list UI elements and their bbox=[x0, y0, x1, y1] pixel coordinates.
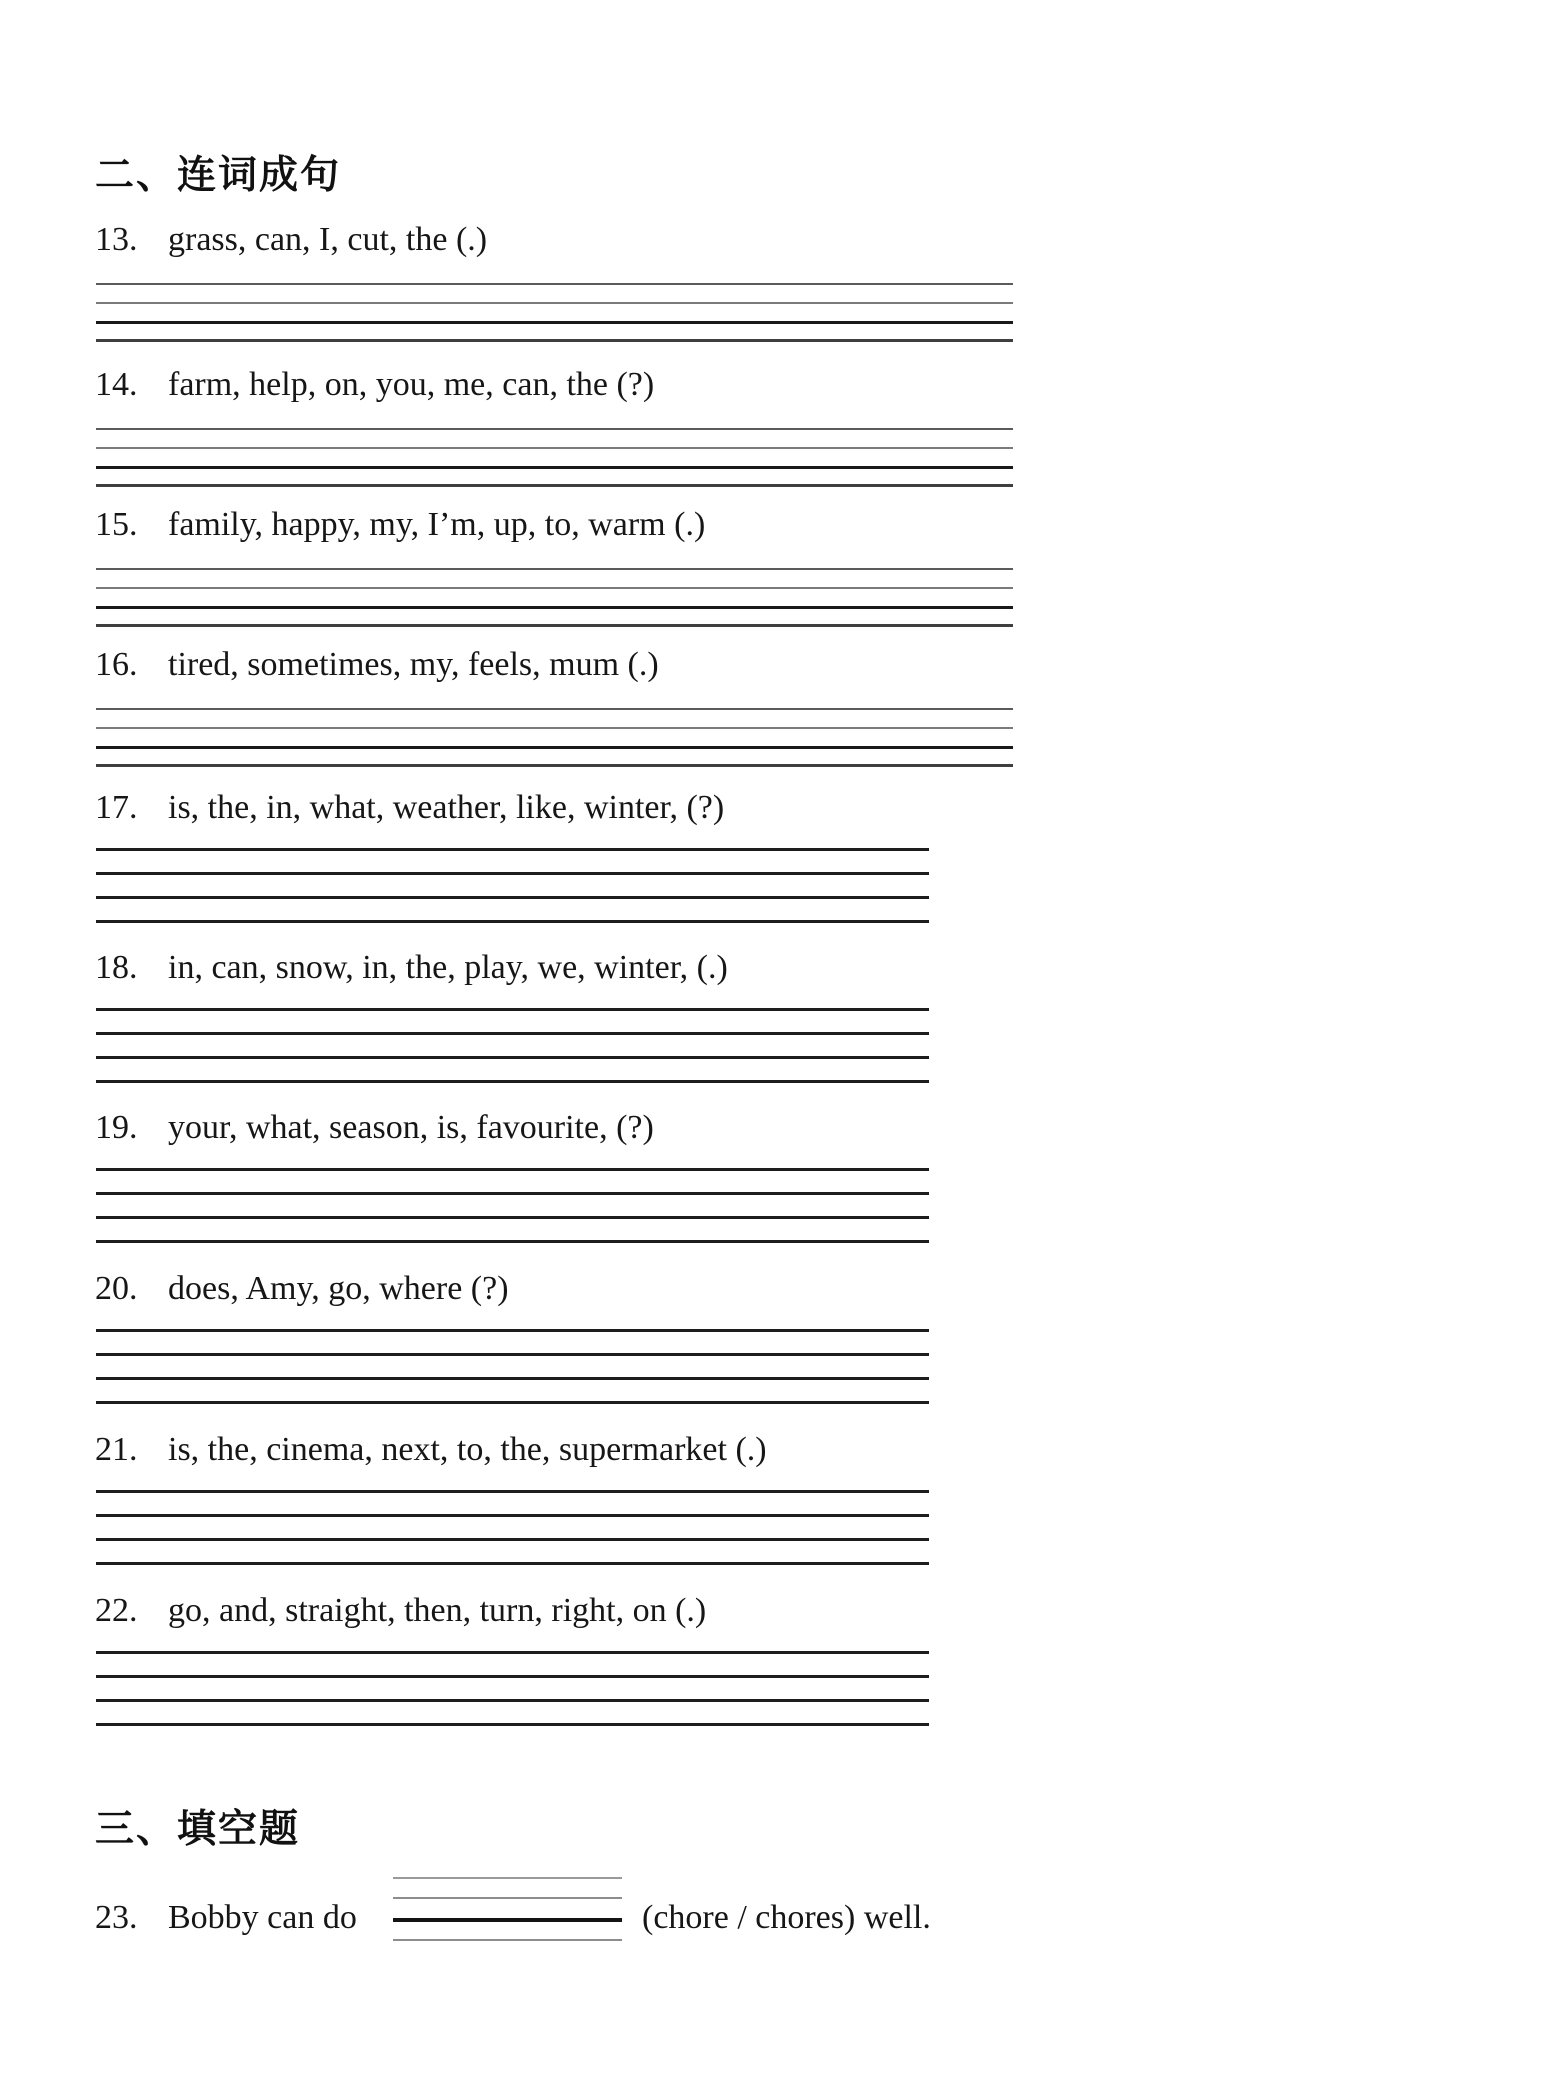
question-number: 21. bbox=[95, 1431, 138, 1468]
answer-rule bbox=[96, 466, 1013, 469]
answer-rule bbox=[96, 1216, 929, 1219]
question-number: 14. bbox=[95, 366, 138, 403]
answer-lines bbox=[96, 1008, 929, 1083]
answer-rule bbox=[96, 1032, 929, 1035]
question-16 bbox=[95, 643, 1560, 687]
answer-rule bbox=[96, 568, 1013, 570]
question-21 bbox=[95, 1428, 1560, 1472]
question-14 bbox=[95, 363, 1560, 407]
blank-rule bbox=[393, 1897, 622, 1899]
question-text: is, the, cinema, next, to, the, supermarket (.) bbox=[168, 1431, 767, 1468]
answer-rule bbox=[96, 1056, 929, 1059]
answer-rule bbox=[96, 1168, 929, 1171]
section-3-title: 三、填空题 bbox=[95, 1808, 301, 1851]
answer-lines bbox=[96, 1490, 929, 1565]
question-text: in, can, snow, in, the, play, we, winter, (.) bbox=[168, 949, 728, 986]
question-number: 20. bbox=[95, 1270, 138, 1307]
section-2-title: 二、连词成句 bbox=[95, 154, 342, 197]
answer-rule bbox=[96, 283, 1013, 285]
answer-rule bbox=[96, 1240, 929, 1243]
answer-rule bbox=[96, 920, 929, 923]
answer-rule bbox=[96, 447, 1013, 449]
question-number: 22. bbox=[95, 1592, 138, 1629]
question-20 bbox=[95, 1267, 1560, 1311]
answer-rule bbox=[96, 1651, 929, 1654]
answer-rule bbox=[96, 708, 1013, 710]
question-text: farm, help, on, you, me, can, the (?) bbox=[168, 366, 655, 403]
question-number: 15. bbox=[95, 506, 138, 543]
question-text: family, happy, my, I’m, up, to, warm (.) bbox=[168, 506, 706, 543]
answer-rule bbox=[96, 587, 1013, 589]
question-text: does, Amy, go, where (?) bbox=[168, 1270, 509, 1307]
answer-rule bbox=[96, 1377, 929, 1380]
answer-rule bbox=[96, 1008, 929, 1011]
answer-rule bbox=[96, 1401, 929, 1404]
blank-rule bbox=[393, 1918, 622, 1922]
answer-lines bbox=[96, 848, 929, 923]
question-text-before-blank: Bobby can do bbox=[168, 1899, 357, 1936]
answer-lines bbox=[96, 1651, 929, 1726]
fill-in-blank bbox=[393, 1877, 622, 1941]
question-text: your, what, season, is, favourite, (?) bbox=[168, 1109, 654, 1146]
answer-lines bbox=[96, 283, 1013, 342]
answer-rule bbox=[96, 1514, 929, 1517]
answer-rule bbox=[96, 339, 1013, 342]
answer-lines bbox=[96, 568, 1013, 627]
answer-rule bbox=[96, 746, 1013, 749]
answer-lines bbox=[96, 428, 1013, 487]
answer-rule bbox=[96, 484, 1013, 487]
answer-rule bbox=[96, 1353, 929, 1356]
answer-rule bbox=[96, 764, 1013, 767]
question-number: 17. bbox=[95, 789, 138, 826]
answer-rule bbox=[96, 1723, 929, 1726]
question-22 bbox=[95, 1589, 1560, 1633]
question-number: 18. bbox=[95, 949, 138, 986]
question-13 bbox=[95, 218, 1560, 262]
question-17 bbox=[95, 786, 1560, 830]
answer-rule bbox=[96, 896, 929, 899]
question-number: 16. bbox=[95, 646, 138, 683]
answer-rule bbox=[96, 606, 1013, 609]
question-18 bbox=[95, 946, 1560, 990]
answer-rule bbox=[96, 1699, 929, 1702]
question-number: 13. bbox=[95, 221, 138, 258]
answer-rule bbox=[96, 1562, 929, 1565]
answer-rule bbox=[96, 848, 929, 851]
answer-rule bbox=[96, 1192, 929, 1195]
blank-rule bbox=[393, 1877, 622, 1879]
question-23 bbox=[95, 1896, 357, 1940]
answer-lines bbox=[96, 708, 1013, 767]
answer-rule bbox=[96, 1490, 929, 1493]
question-text: is, the, in, what, weather, like, winter, (?) bbox=[168, 789, 725, 826]
question-15 bbox=[95, 503, 1560, 547]
question-text: grass, can, I, cut, the (.) bbox=[168, 221, 488, 258]
question-19 bbox=[95, 1106, 1560, 1150]
answer-rule bbox=[96, 321, 1013, 324]
question-number: 19. bbox=[95, 1109, 138, 1146]
answer-lines bbox=[96, 1329, 929, 1404]
question-number: 23. bbox=[95, 1899, 138, 1936]
question-text: go, and, straight, then, turn, right, on (.) bbox=[168, 1592, 707, 1629]
answer-rule bbox=[96, 302, 1013, 304]
answer-rule bbox=[96, 428, 1013, 430]
answer-rule bbox=[96, 1329, 929, 1332]
answer-rule bbox=[96, 727, 1013, 729]
question-text-after-blank: (chore / chores) well. bbox=[642, 1899, 931, 1936]
answer-rule bbox=[96, 624, 1013, 627]
answer-lines bbox=[96, 1168, 929, 1243]
blank-rule bbox=[393, 1939, 622, 1941]
answer-rule bbox=[96, 1675, 929, 1678]
answer-rule bbox=[96, 1538, 929, 1541]
answer-rule bbox=[96, 1080, 929, 1083]
answer-rule bbox=[96, 872, 929, 875]
question-text: tired, sometimes, my, feels, mum (.) bbox=[168, 646, 659, 683]
